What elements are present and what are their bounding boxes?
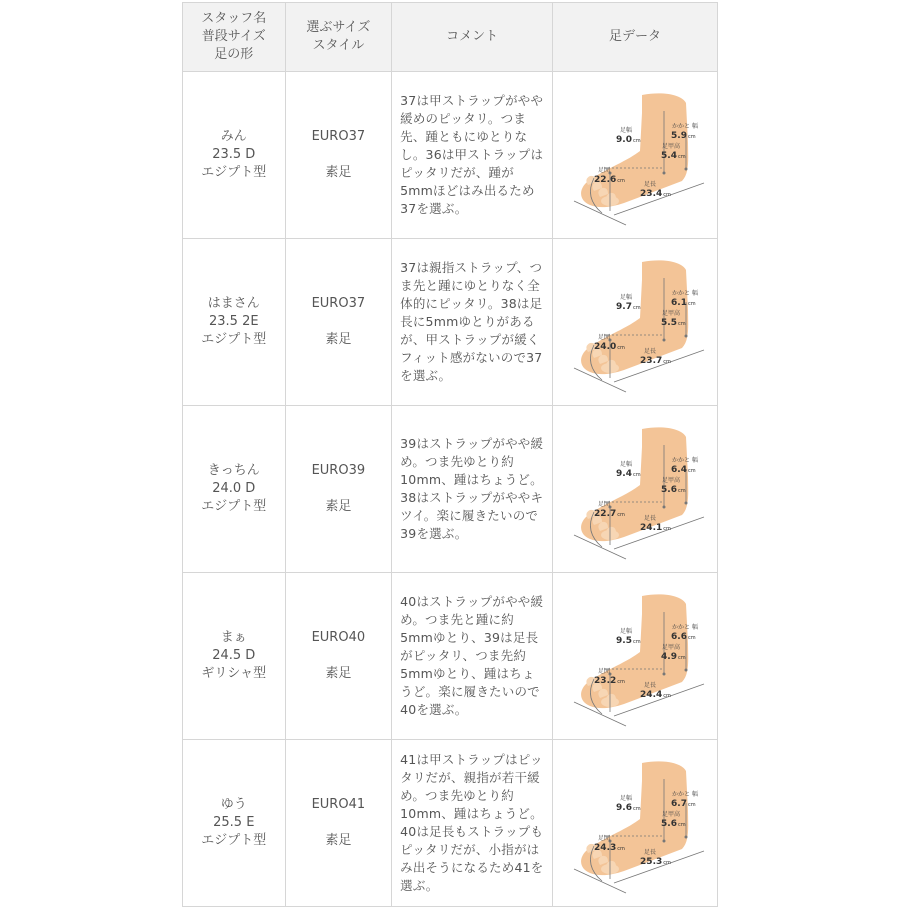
width-value: 9.6cm [616, 803, 641, 813]
staff-cell [183, 72, 286, 239]
style: 素足 [325, 666, 352, 681]
foot-illustration [554, 741, 718, 905]
table-row [183, 740, 718, 907]
staff-name: まぁ [220, 630, 247, 645]
arch-value: 5.6cm [661, 485, 686, 495]
length-value: 23.7cm [640, 356, 671, 366]
length-unit: cm [663, 526, 671, 532]
arch-label: 足甲高 [662, 811, 681, 818]
girth-label: 足囲 [598, 835, 611, 842]
foot-shape: ギリシャ型 [201, 666, 267, 681]
width-value: 9.4cm [616, 469, 641, 479]
width-label: 足幅 [620, 795, 633, 802]
header-size [285, 3, 392, 72]
heel-value: 6.1cm [671, 298, 696, 308]
girth-unit: cm [617, 846, 625, 852]
girth-unit: cm [617, 679, 625, 685]
girth-value: 24.3cm [594, 843, 625, 853]
usual-size: 23.5 2E [209, 314, 259, 329]
width-unit: cm [633, 806, 641, 812]
foot-data-cell [553, 406, 718, 573]
chosen-size: EURO41 [311, 797, 366, 812]
width-label: 足幅 [620, 294, 633, 301]
foot-data-cell [553, 72, 718, 239]
heel-value: 6.4cm [671, 465, 696, 475]
width-unit: cm [633, 138, 641, 144]
staff-cell [183, 406, 286, 573]
style: 素足 [325, 499, 352, 514]
length-unit: cm [663, 693, 671, 699]
style: 素足 [325, 332, 352, 347]
table-row [183, 406, 718, 573]
heel-unit: cm [688, 468, 696, 474]
length-unit: cm [663, 860, 671, 866]
heel-unit: cm [688, 134, 696, 140]
foot-illustration [554, 240, 718, 404]
heel-label: かかと 幅 [672, 290, 698, 297]
arch-label: 足甲高 [662, 143, 681, 150]
header-foot-data: 足データ [553, 3, 718, 72]
usual-size: 23.5 D [212, 147, 256, 162]
width-unit: cm [633, 472, 641, 478]
girth-label: 足囲 [598, 501, 611, 508]
arch-value: 5.5cm [661, 318, 686, 328]
girth-value: 22.7cm [594, 509, 625, 519]
length-unit: cm [663, 359, 671, 365]
foot-diagram [554, 240, 718, 404]
girth-value: 24.0cm [594, 342, 625, 352]
arch-label: 足甲高 [662, 644, 681, 651]
foot-diagram [554, 741, 718, 905]
girth-value: 23.2cm [594, 676, 625, 686]
arch-unit: cm [678, 154, 686, 160]
foot-shape: エジプト型 [201, 332, 267, 347]
header-row [183, 3, 718, 72]
chosen-size: EURO39 [311, 463, 366, 478]
width-unit: cm [633, 639, 641, 645]
table-row [183, 239, 718, 406]
length-label: 足長 [644, 181, 657, 188]
foot-illustration [554, 407, 718, 571]
comment-cell: 37は親指ストラップ、つま先と踵にゆとりなく全体的にピッタリ。38は足長に5mmゆとりがあるが、甲ストラップが緩くフィット感がないので37を選ぶ。 [392, 239, 553, 406]
arch-label: 足甲高 [662, 310, 681, 317]
width-label: 足幅 [620, 127, 633, 134]
heel-label: かかと 幅 [672, 624, 698, 631]
header-comment: コメント [392, 3, 553, 72]
heel-unit: cm [688, 635, 696, 641]
girth-value: 22.6cm [594, 175, 625, 185]
table-row [183, 72, 718, 239]
width-value: 9.0cm [616, 135, 641, 145]
length-label: 足長 [644, 515, 657, 522]
girth-label: 足囲 [598, 167, 611, 174]
comment-cell: 41は甲ストラップはピッタリだが、親指が若干緩め。つま先ゆとり約10mm、踵はちょうど。40は足長もストラップもピッタリだが、小指がはみ出そうになるため41を選ぶ。 [392, 740, 553, 907]
usual-size: 25.5 E [213, 815, 255, 830]
girth-unit: cm [617, 345, 625, 351]
foot-data-cell [553, 573, 718, 740]
heel-unit: cm [688, 802, 696, 808]
chosen-size: EURO37 [311, 129, 366, 144]
foot-shape: エジプト型 [201, 833, 267, 848]
foot-diagram [554, 574, 718, 738]
staff-cell [183, 239, 286, 406]
heel-value: 5.9cm [671, 131, 696, 141]
staff-name: はまさん [207, 296, 260, 311]
header-staff-line3: 足の形 [214, 47, 254, 62]
girth-label: 足囲 [598, 668, 611, 675]
width-unit: cm [633, 305, 641, 311]
heel-label: かかと 幅 [672, 457, 698, 464]
arch-label: 足甲高 [662, 477, 681, 484]
foot-data-cell [553, 239, 718, 406]
arch-value: 5.6cm [661, 819, 686, 829]
foot-data-cell [553, 740, 718, 907]
width-label: 足幅 [620, 461, 633, 468]
arch-value: 4.9cm [661, 652, 686, 662]
length-value: 24.4cm [640, 690, 671, 700]
foot-illustration [554, 574, 718, 738]
comment-cell: 40はストラップがやや緩め。つま先と踵に約5mmゆとり、39は足長がピッタリ、つま先約5mmゆとり、踵はちょうど。楽に履きたいので40を選ぶ。 [392, 573, 553, 740]
heel-value: 6.6cm [671, 632, 696, 642]
table-row [183, 573, 718, 740]
width-value: 9.5cm [616, 636, 641, 646]
heel-unit: cm [688, 301, 696, 307]
width-label: 足幅 [620, 628, 633, 635]
style: 素足 [325, 833, 352, 848]
arch-unit: cm [678, 321, 686, 327]
chosen-size: EURO37 [311, 296, 366, 311]
header-staff-line2: 普段サイズ [201, 29, 266, 44]
length-label: 足長 [644, 849, 657, 856]
arch-unit: cm [678, 655, 686, 661]
staff-cell [183, 573, 286, 740]
arch-unit: cm [678, 488, 686, 494]
chosen-size: EURO40 [311, 630, 366, 645]
length-value: 24.1cm [640, 523, 671, 533]
staff-name: ゆう [220, 797, 247, 812]
length-label: 足長 [644, 348, 657, 355]
heel-label: かかと 幅 [672, 123, 698, 130]
size-cell [285, 239, 392, 406]
length-label: 足長 [644, 682, 657, 689]
usual-size: 24.0 D [212, 481, 256, 496]
length-value: 23.4cm [640, 189, 671, 199]
length-value: 25.3cm [640, 857, 671, 867]
length-unit: cm [663, 192, 671, 198]
comment-cell: 39はストラップがやや緩め。つま先ゆとり約10mm、踵はちょうど。38はストラップがややキツイ。楽に履きたいので39を選ぶ。 [392, 406, 553, 573]
size-cell [285, 72, 392, 239]
size-cell [285, 573, 392, 740]
size-cell [285, 740, 392, 907]
staff-cell [183, 740, 286, 907]
staff-name: みん [220, 129, 247, 144]
foot-diagram [554, 73, 718, 237]
usual-size: 24.5 D [212, 648, 256, 663]
foot-shape: エジプト型 [201, 165, 267, 180]
heel-label: かかと 幅 [672, 791, 698, 798]
size-cell [285, 406, 392, 573]
staff-name: きっちん [207, 463, 260, 478]
heel-value: 6.7cm [671, 799, 696, 809]
header-size-line2: スタイル [312, 38, 365, 53]
header-staff-line1: スタッフ名 [201, 11, 267, 26]
girth-unit: cm [617, 178, 625, 184]
arch-unit: cm [678, 822, 686, 828]
arch-value: 5.4cm [661, 151, 686, 161]
girth-label: 足囲 [598, 334, 611, 341]
size-table [182, 2, 718, 907]
girth-unit: cm [617, 512, 625, 518]
foot-shape: エジプト型 [201, 499, 267, 514]
comment-cell: 37は甲ストラップがやや緩めのピッタリ。つま先、踵ともにゆとりなし。36は甲ストラップはピッタリだが、踵が5mmほどはみ出るため37を選ぶ。 [392, 72, 553, 239]
header-size-line1: 選ぶサイズ [306, 20, 371, 35]
style: 素足 [325, 165, 352, 180]
foot-diagram [554, 407, 718, 571]
foot-illustration [554, 73, 718, 237]
width-value: 9.7cm [616, 302, 641, 312]
header-staff [183, 3, 286, 72]
